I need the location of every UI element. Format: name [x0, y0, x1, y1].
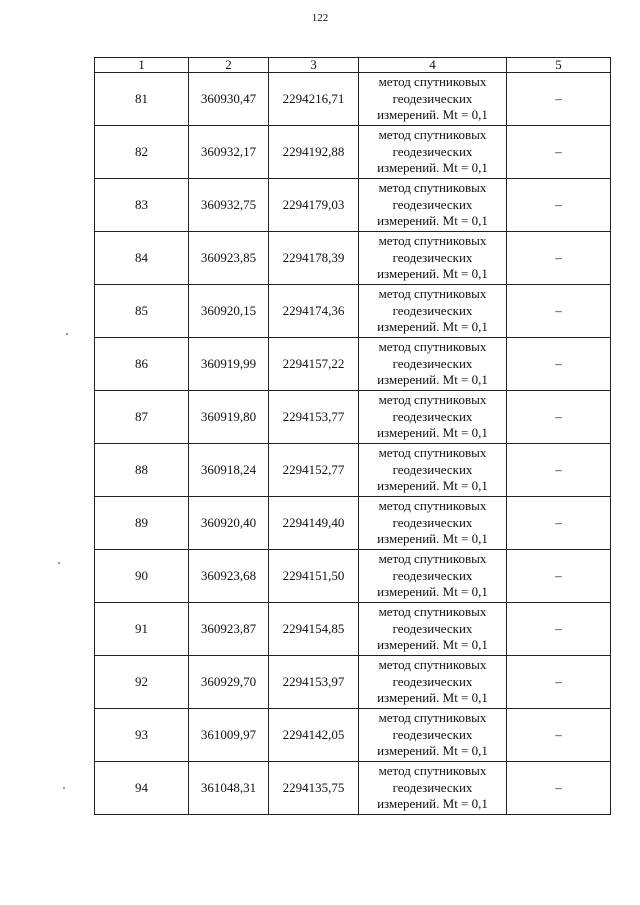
table-row — [95, 73, 611, 126]
method-line: метод спутниковых — [378, 180, 487, 196]
x-coordinate-cell: 360918,24 — [189, 444, 269, 497]
method-line: геодезических — [392, 302, 473, 318]
method-cell — [359, 762, 507, 815]
method-line: геодезических — [392, 249, 473, 265]
method-line: метод спутниковых — [378, 339, 487, 355]
note-cell: – — [507, 762, 611, 815]
method-cell — [359, 550, 507, 603]
x-coordinate-cell: 360923,68 — [189, 550, 269, 603]
table-row — [95, 444, 611, 497]
column-header: 3 — [269, 58, 359, 73]
method-line: измерений. Mt = 0,1 — [377, 266, 488, 282]
y-coordinate-cell: 2294135,75 — [269, 762, 359, 815]
method-line: геодезических — [392, 461, 473, 477]
method-line: геодезических — [392, 673, 473, 689]
x-coordinate-cell: 361009,97 — [189, 709, 269, 762]
method-line: геодезических — [392, 143, 473, 159]
point-number-cell: 85 — [95, 285, 189, 338]
method-cell — [359, 709, 507, 762]
method-line: метод спутниковых — [378, 127, 487, 143]
point-number-cell: 84 — [95, 232, 189, 285]
table-body — [95, 73, 611, 815]
method-line: измерений. Mt = 0,1 — [377, 372, 488, 388]
note-cell: – — [507, 497, 611, 550]
point-number-cell: 89 — [95, 497, 189, 550]
method-line: измерений. Mt = 0,1 — [377, 796, 488, 812]
method-cell — [359, 73, 507, 126]
method-line: геодезических — [392, 620, 473, 636]
method-line: метод спутниковых — [378, 604, 487, 620]
y-coordinate-cell: 2294151,50 — [269, 550, 359, 603]
note-cell: – — [507, 285, 611, 338]
point-number-cell: 94 — [95, 762, 189, 815]
method-line: измерений. Mt = 0,1 — [377, 107, 488, 123]
note-cell: – — [507, 338, 611, 391]
table-row — [95, 762, 611, 815]
method-cell — [359, 179, 507, 232]
point-number-cell: 88 — [95, 444, 189, 497]
column-header: 1 — [95, 58, 189, 73]
method-line: измерений. Mt = 0,1 — [377, 319, 488, 335]
table-row — [95, 709, 611, 762]
x-coordinate-cell: 360919,80 — [189, 391, 269, 444]
note-cell: – — [507, 603, 611, 656]
method-line: геодезических — [392, 726, 473, 742]
method-cell — [359, 391, 507, 444]
column-header: 5 — [507, 58, 611, 73]
method-cell — [359, 497, 507, 550]
x-coordinate-cell: 360923,85 — [189, 232, 269, 285]
y-coordinate-cell: 2294216,71 — [269, 73, 359, 126]
table-row — [95, 285, 611, 338]
scan-speck — [63, 787, 65, 789]
table-row — [95, 126, 611, 179]
note-cell: – — [507, 656, 611, 709]
x-coordinate-cell: 360930,47 — [189, 73, 269, 126]
method-line: измерений. Mt = 0,1 — [377, 584, 488, 600]
note-cell: – — [507, 709, 611, 762]
point-number-cell: 86 — [95, 338, 189, 391]
y-coordinate-cell: 2294192,88 — [269, 126, 359, 179]
x-coordinate-cell: 360920,40 — [189, 497, 269, 550]
point-number-cell: 92 — [95, 656, 189, 709]
y-coordinate-cell: 2294154,85 — [269, 603, 359, 656]
method-cell — [359, 656, 507, 709]
y-coordinate-cell: 2294152,77 — [269, 444, 359, 497]
x-coordinate-cell: 360923,87 — [189, 603, 269, 656]
note-cell: – — [507, 73, 611, 126]
method-line: геодезических — [392, 355, 473, 371]
x-coordinate-cell: 360929,70 — [189, 656, 269, 709]
method-line: измерений. Mt = 0,1 — [377, 213, 488, 229]
point-number-cell: 81 — [95, 73, 189, 126]
point-number-cell: 83 — [95, 179, 189, 232]
method-line: геодезических — [392, 779, 473, 795]
method-cell — [359, 285, 507, 338]
method-line: измерений. Mt = 0,1 — [377, 160, 488, 176]
method-line: метод спутниковых — [378, 286, 487, 302]
method-line: геодезических — [392, 90, 473, 106]
method-line: геодезических — [392, 196, 473, 212]
point-number-cell: 93 — [95, 709, 189, 762]
note-cell: – — [507, 179, 611, 232]
point-number-cell: 90 — [95, 550, 189, 603]
table-row — [95, 550, 611, 603]
method-line: геодезических — [392, 408, 473, 424]
column-header: 4 — [359, 58, 507, 73]
method-line: метод спутниковых — [378, 763, 487, 779]
column-header: 2 — [189, 58, 269, 73]
point-number-cell: 82 — [95, 126, 189, 179]
note-cell: – — [507, 232, 611, 285]
method-line: метод спутниковых — [378, 392, 487, 408]
y-coordinate-cell: 2294157,22 — [269, 338, 359, 391]
method-line: метод спутниковых — [378, 445, 487, 461]
page-number: 122 — [311, 12, 329, 24]
method-line: метод спутниковых — [378, 233, 487, 249]
method-cell — [359, 232, 507, 285]
x-coordinate-cell: 360932,17 — [189, 126, 269, 179]
note-cell: – — [507, 444, 611, 497]
y-coordinate-cell: 2294174,36 — [269, 285, 359, 338]
method-cell — [359, 603, 507, 656]
method-line: измерений. Mt = 0,1 — [377, 531, 488, 547]
scan-speck — [58, 562, 60, 564]
x-coordinate-cell: 360919,99 — [189, 338, 269, 391]
method-line: геодезических — [392, 514, 473, 530]
y-coordinate-cell: 2294179,03 — [269, 179, 359, 232]
method-line: метод спутниковых — [378, 498, 487, 514]
scan-speck — [66, 333, 68, 335]
method-line: измерений. Mt = 0,1 — [377, 425, 488, 441]
method-cell — [359, 444, 507, 497]
method-line: метод спутниковых — [378, 74, 487, 90]
y-coordinate-cell: 2294178,39 — [269, 232, 359, 285]
table-row — [95, 603, 611, 656]
table-row — [95, 497, 611, 550]
method-line: метод спутниковых — [378, 710, 487, 726]
note-cell: – — [507, 126, 611, 179]
table-row — [95, 391, 611, 444]
method-line: геодезических — [392, 567, 473, 583]
table-row — [95, 338, 611, 391]
x-coordinate-cell: 361048,31 — [189, 762, 269, 815]
y-coordinate-cell: 2294142,05 — [269, 709, 359, 762]
method-cell — [359, 126, 507, 179]
method-line: измерений. Mt = 0,1 — [377, 478, 488, 494]
y-coordinate-cell: 2294149,40 — [269, 497, 359, 550]
y-coordinate-cell: 2294153,97 — [269, 656, 359, 709]
coordinates-table — [94, 57, 611, 815]
method-line: метод спутниковых — [378, 551, 487, 567]
note-cell: – — [507, 550, 611, 603]
method-cell — [359, 338, 507, 391]
point-number-cell: 87 — [95, 391, 189, 444]
table-row — [95, 179, 611, 232]
note-cell: – — [507, 391, 611, 444]
method-line: измерений. Mt = 0,1 — [377, 690, 488, 706]
y-coordinate-cell: 2294153,77 — [269, 391, 359, 444]
table-row — [95, 232, 611, 285]
table-row — [95, 656, 611, 709]
table-header-row — [95, 58, 611, 73]
method-line: метод спутниковых — [378, 657, 487, 673]
x-coordinate-cell: 360920,15 — [189, 285, 269, 338]
method-line: измерений. Mt = 0,1 — [377, 743, 488, 759]
point-number-cell: 91 — [95, 603, 189, 656]
method-line: измерений. Mt = 0,1 — [377, 637, 488, 653]
x-coordinate-cell: 360932,75 — [189, 179, 269, 232]
